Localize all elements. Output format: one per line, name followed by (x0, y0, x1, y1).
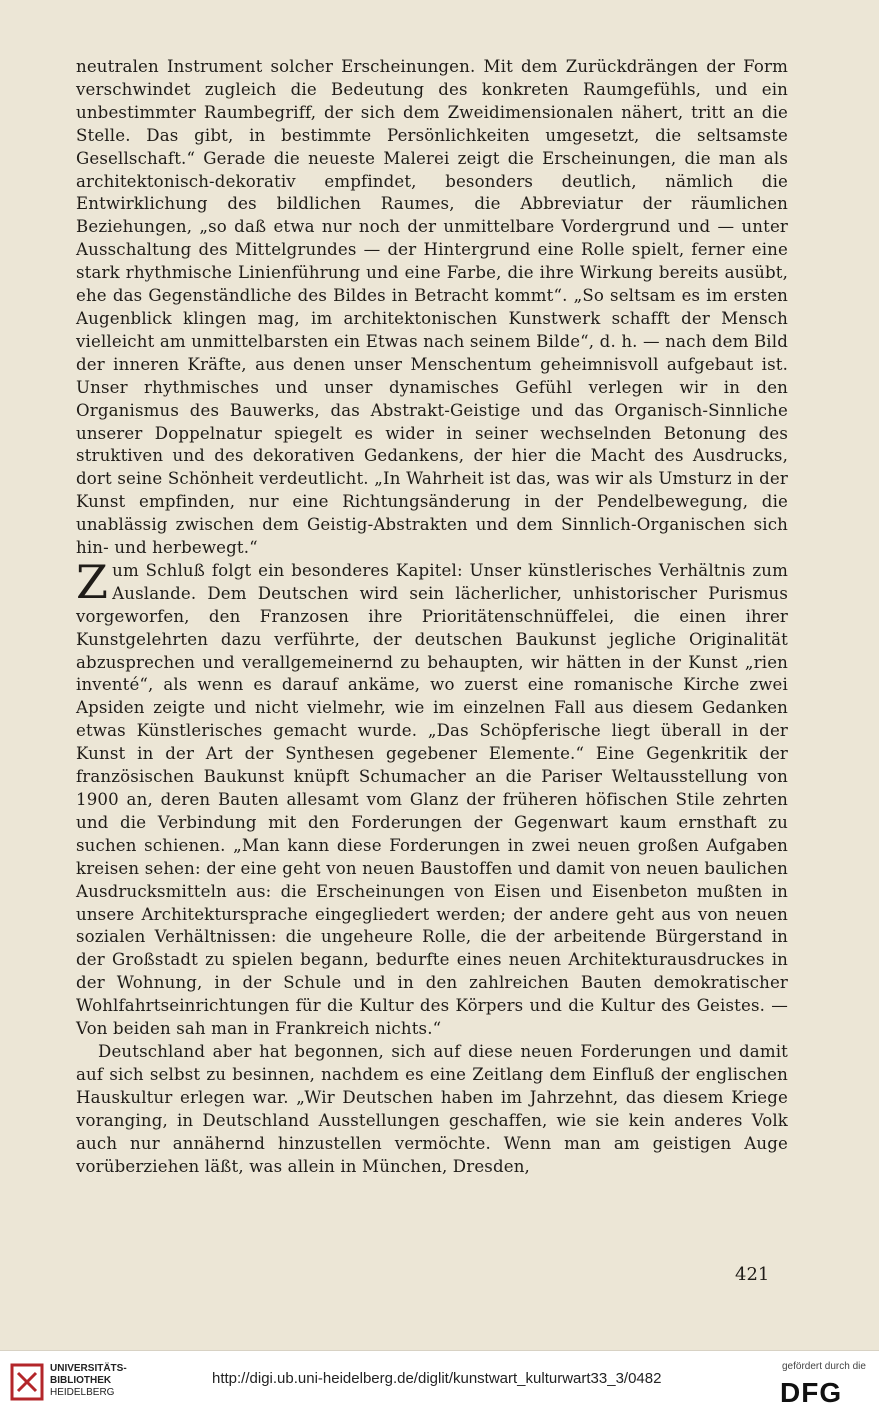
dfg-logo: DFG (780, 1377, 843, 1408)
body-text (76, 56, 788, 1178)
library-name: UNIVERSITÄTS- BIBLIOTHEK HEIDELBERG (50, 1363, 127, 1398)
paragraph-2-text: um Schluß folgt ein besonderes Kapitel: Unser künstlerisches Verhältnis zum Auslande. Dem Deutschen wird sein lächerlicher, unhistorischer Purismus vorgeworfen, den Franzosen ihre Prioritätenschnüffelei, die einen ihrer Kunstgelehrten dazu verführte, der deutschen Baukunst jegliche Originalität abzusprechen und verallgemeinernd zu behaupten, wir hätten in der Kunst „rien inventé“, als wenn es darauf ankäme, wo zuerst eine romanische Kirche zwei Apsiden zeigte und nicht vielmehr, wie im einzelnen Fall aus diesem Gedanken etwas Künstlerisches gemacht wurde. „Das Schöpferische liegt überall in der Kunst in der Art der Synthesen gegebener Elemente.“ Eine Gegenkritik der französischen Baukunst knüpft Schumacher an die Pariser Weltausstellung von 1900 an, deren Bauten allesamt vom Glanz der früheren höfischen Stile zehrten und die Verbindung mit den Forderungen der Gegenwart kaum ernsthaft zu suchen schienen. „Man kann diese Forderungen in zwei neuen großen Aufgaben kreisen sehen: der eine geht von neuen Baustoffen und damit von neuen baulichen Ausdrucksmitteln aus: die Erscheinungen von Eisen und Eisenbeton mußten in unsere Architektursprache eingegliedert werden; der andere geht aus von neuen sozialen Verhältnissen: die ungeheure Rolle, die der arbeitende Bürgerstand in der Großstadt zu spielen begann, bedurfte eines neuen Architekturausdruckes in der Wohnung, in der Schule und in den zahlreichen Bauten demokratischer Wohlfahrtseinrichtungen für die Kultur des Körpers und die Kultur des Geistes. — Von beiden sah man in Frankreich nichts.“ (76, 560, 788, 1039)
paragraph-1: neutralen Instrument solcher Erscheinungen. Mit dem Zurückdrängen der Form verschwindet zugleich die Bedeutung des konkreten Raumgefühls, und ein unbestimmter Raumbegriff, der sich dem Zweidimensionalen nähert, tritt an die Stelle. Das gibt, in bestimmte Persönlichkeiten umgesetzt, die seltsamste Gesellschaft.“ Gerade die neueste Malerei zeigt die Erscheinungen, die man als architektonisch-dekorativ empfindet, besonders deutlich, nämlich die Entwirklichung des bildlichen Raumes, die Abbreviatur der räumlichen Beziehungen, „so daß etwa nur noch der unmittelbare Vordergrund und — unter Ausschaltung des Mittelgrundes — der Hintergrund eine Rolle spielt, ferner eine stark rhythmische Linienführung und eine Farbe, die ihre Wirkung bereits ausübt, ehe das Gegenständliche des Bildes in Betracht kommt“. „So seltsam es im ersten Augenblick klingen mag, im architektonischen Kunstwerk schafft der Mensch vielleicht am unmittelbarsten ein Etwas nach seinem Bilde“, d. h. — nach dem Bild der inneren Kräfte, aus denen unser Menschentum geheimnisvoll aufgebaut ist. Unser rhythmisches und unser dynamisches Gefühl verlegen wir in den Organismus des Bauwerks, das Abstrakt-Geistige und das Organisch-Sinnliche unserer Doppelnatur spiegelt es wider in seiner wechselnden Betonung des struktiven und des dekorativen Gedankens, der hier die Macht des Ausdrucks, dort seine Schönheit verdeutlicht. „In Wahrheit ist das, was wir als Umsturz in der Kunst empfinden, nur eine Richtungsänderung in der Pendelbewegung, die unablässig zwischen dem Geistig-Abstrakten und dem Sinnlich-Organischen sich hin- und herbewegt.“ (76, 57, 788, 558)
paragraph-2 (76, 554, 788, 1041)
footer-bar (0, 1350, 879, 1415)
library-logo-icon (10, 1361, 44, 1403)
funding-note: gefördert durch die (782, 1361, 866, 1372)
paragraph-3: Deutschland aber hat begonnen, sich auf diese neuen Forderungen und damit auf sich selbst zu besinnen, nachdem es eine Zeitlang dem Einfluß der englischen Hauskultur erlegen war. „Wir Deutschen haben im Jahrzehnt, das diesem Kriege voranging, in Deutschland Ausstellungen geschaffen, wie sie kein anderes Volk auch nur annähernd hinzustellen vermöchte. Wenn man am geistigen Auge vorüberziehen läßt, was allein in München, Dresden, (76, 1041, 788, 1176)
page-number: 421 (735, 1264, 770, 1285)
drop-cap: Z (76, 554, 109, 609)
document-url-link[interactable]: http://digi.ub.uni-heidelberg.de/diglit/kunstwart_kulturwart33_3/0482 (212, 1370, 662, 1387)
